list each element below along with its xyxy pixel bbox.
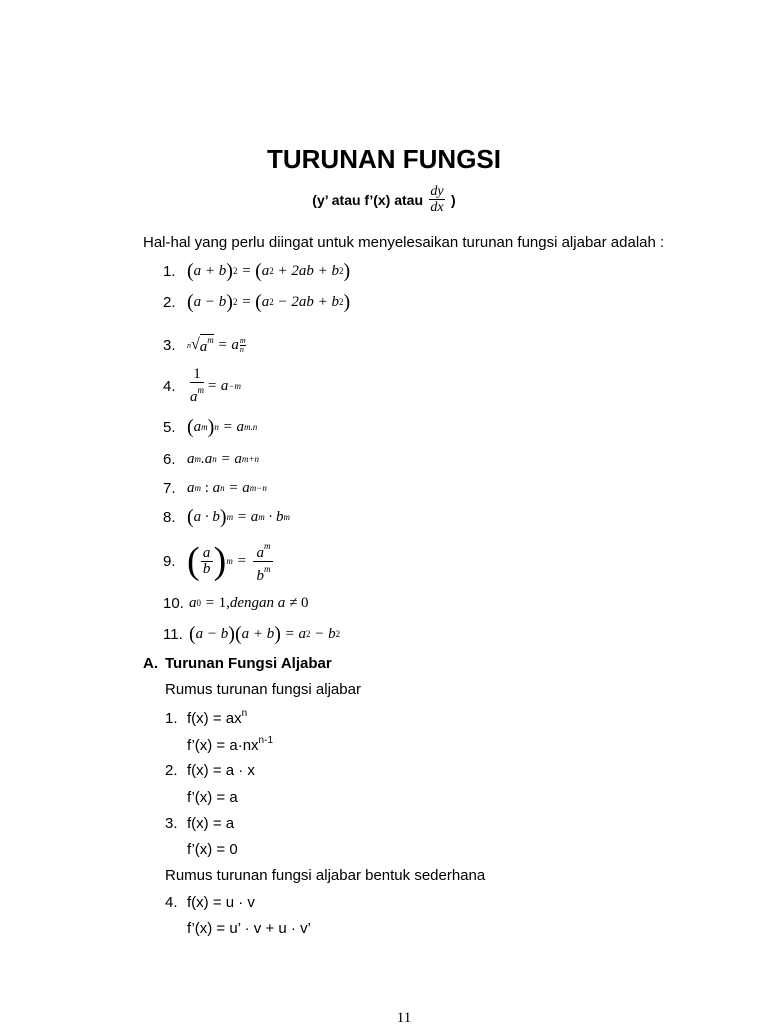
derivative-result-4: f’(x) = u’ · v + u · v’	[187, 920, 311, 937]
derivative-item-3: 3. f(x) = a	[165, 815, 235, 832]
page-title: TURUNAN FUNGSI	[267, 144, 501, 174]
intro-text: Hal-hal yang perlu diingat untuk menyelesaikan turunan fungsi aljabar adalah :	[143, 234, 665, 251]
rule-8: 8. ( a · b ) m = a m · b m	[163, 506, 290, 528]
derivative-result-2: f’(x) = a	[187, 789, 238, 806]
subtitle-prefix: (y’ atau f’(x) atau	[312, 191, 424, 208]
formula-4: 1 $a^m$ = a −m	[190, 366, 241, 405]
rule-4: 4. 1 $a^m$ = a −m	[163, 366, 241, 405]
section-subheading: Rumus turunan fungsi aljabar	[165, 681, 361, 698]
derivative-result-3: f’(x) = 0	[187, 841, 238, 858]
rule-5: 5. ( a m ) n = a m.n	[163, 416, 258, 438]
derivative-result-1: f’(x) = $a\cdot nx^{n-1}$	[187, 735, 273, 754]
derivative-item-2: 2. f(x) = a · x	[165, 762, 255, 779]
rule-9: 9. ( a b ) m = $a^m$ $b^m$	[163, 540, 276, 582]
section-subheading-2: Rumus turunan fungsi aljabar bentuk sederhana	[165, 867, 486, 884]
formula-9: ( a b ) m = $a^m$ $b^m$	[187, 539, 276, 584]
derivative-item-1: 1. $f(x) = ax^n$	[165, 708, 248, 727]
fraction-numerator: dy	[430, 184, 444, 199]
rule-3: 3. n √ $a^m$ = a m n	[163, 335, 246, 355]
section-heading: A. Turunan Fungsi Aljabar	[143, 655, 332, 672]
formula-1: ( a + b ) 2 = ( a 2 + 2ab + b 2 )	[187, 260, 351, 282]
subtitle	[0, 184, 768, 215]
formula-11: ( a − b )( a + b ) = a 2 − b 2	[189, 623, 341, 645]
formula-10: a 0 = 1, dengan a ≠ 0	[189, 594, 309, 611]
formula-6: a m .a n = a m+n	[187, 450, 259, 467]
rule-10: 10. a 0 = 1, dengan a ≠ 0	[163, 594, 309, 612]
formula-7: a m : a n = a m−n	[187, 479, 267, 496]
subtitle-suffix: )	[451, 191, 456, 208]
rule-7: 7. a m : a n = a m−n	[163, 479, 267, 497]
page-number: 11	[396, 1010, 412, 1026]
derivative-item-4: 4. f(x) = u · v	[165, 894, 255, 911]
rule-2: 2. ( a − b ) 2 = ( a 2 − 2ab + b 2 )	[163, 291, 351, 313]
dy-dx-fraction	[429, 184, 445, 215]
formula-8: ( a · b ) m = a m · b m	[187, 506, 290, 528]
rule-11: 11. ( a − b )( a + b ) = a 2 − b 2	[163, 623, 341, 645]
fraction-denominator: dx	[430, 200, 444, 215]
formula-3: n √ $a^m$ = a m n	[187, 335, 246, 355]
formula-2: ( a − b ) 2 = ( a 2 − 2ab + b 2 )	[187, 291, 351, 313]
formula-5: ( a m ) n = a m.n	[187, 416, 258, 438]
rule-6: 6. a m .a n = a m+n	[163, 450, 259, 468]
rule-1: 1. ( a + b ) 2 = ( a 2 + 2ab + b 2 )	[163, 260, 351, 282]
